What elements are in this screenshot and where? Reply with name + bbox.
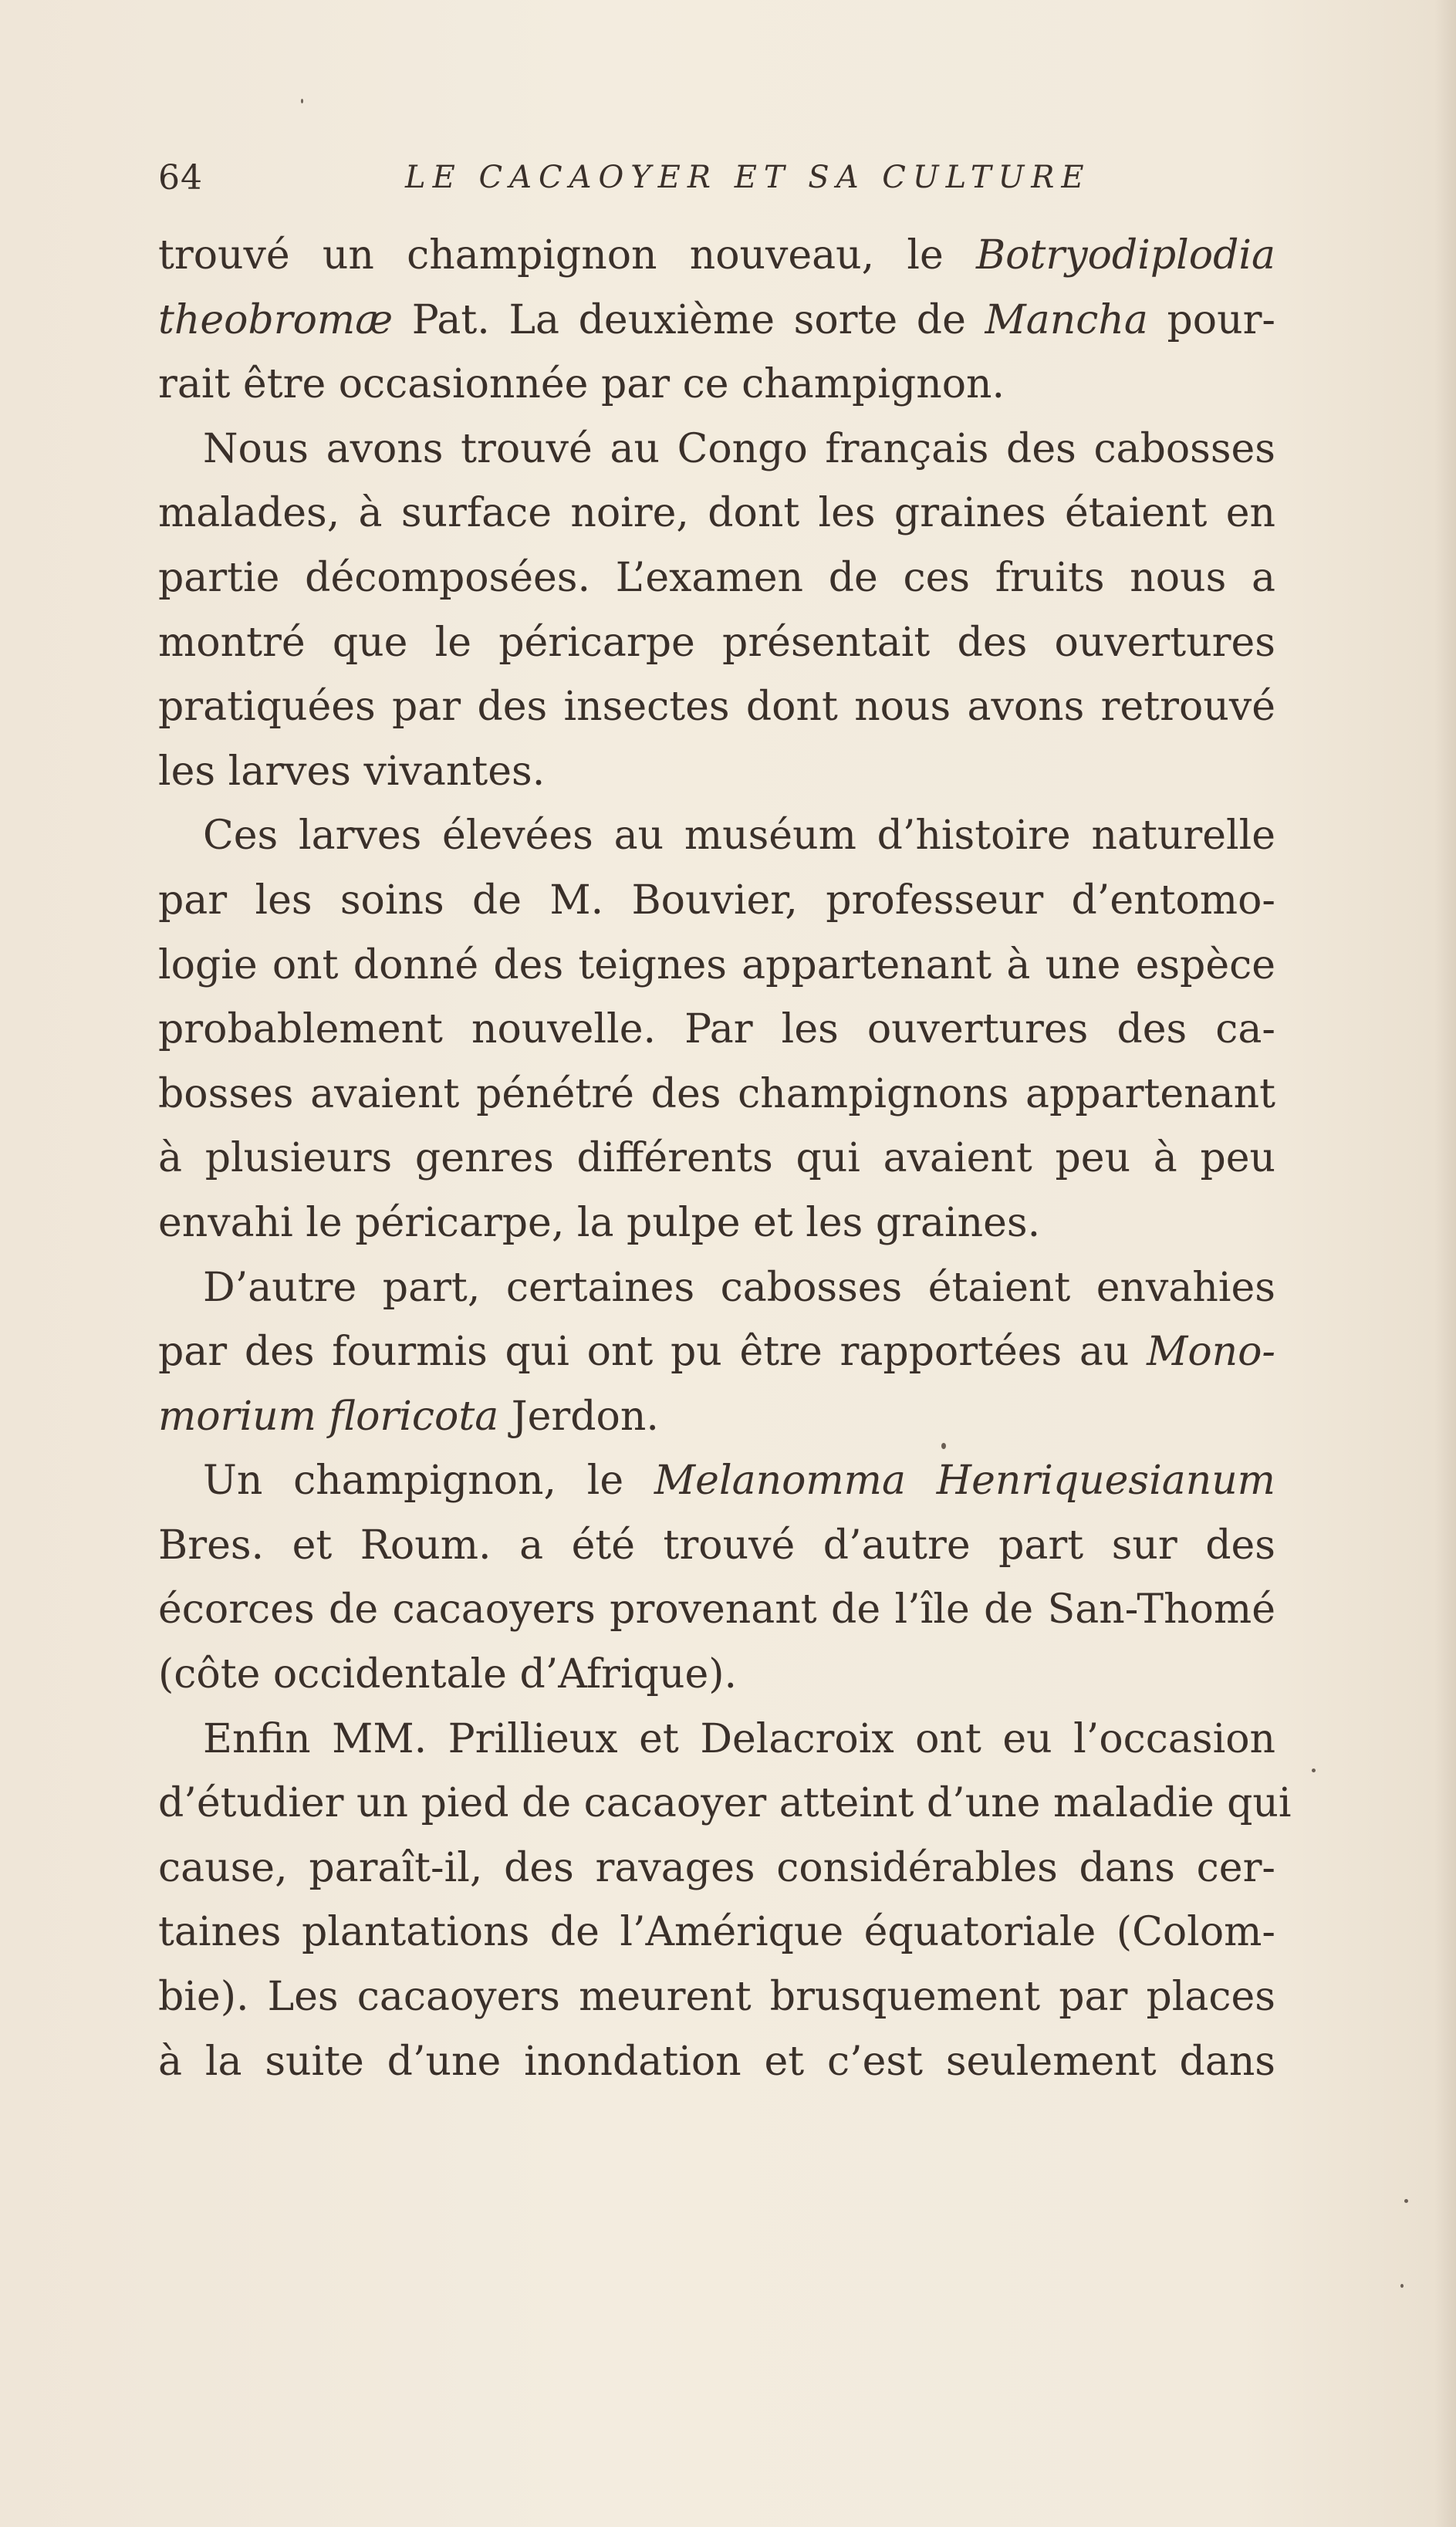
text-line (158, 481, 1275, 546)
text-line (158, 1256, 1275, 1321)
text-line (158, 1772, 1292, 1836)
text-run: bie). Les cacaoyers meurent brusquement par places (158, 1974, 1275, 2021)
text-run: trouvé un champignon nouveau, le (158, 232, 976, 279)
text-line (158, 1320, 1275, 1385)
text-line (158, 2030, 1275, 2095)
italic-term: morium floricota (158, 1393, 499, 1440)
text-run: Bres. et Roum. a été trouvé d’autre part sur des (158, 1522, 1275, 1569)
italic-term: theobromæ (158, 296, 394, 343)
italic-term: Botryodiplodia (975, 232, 1275, 279)
print-speck (301, 99, 303, 103)
running-title: LE CACAOYER ET SA CULTURE (405, 160, 1091, 195)
print-speck (1400, 2284, 1404, 2288)
text-run: Enfin MM. Prillieux et Delacroix ont eu l’occasion (203, 1715, 1275, 1762)
text-run: taines plantations de l’Amérique équatoriale (Colom- (158, 1909, 1275, 1956)
text-line (158, 224, 1275, 289)
text-run: D’autre part, certaines cabosses étaient envahies (203, 1264, 1275, 1311)
text-line (158, 1578, 1275, 1643)
page-edge-shadow (1434, 0, 1456, 2527)
text-line (158, 1836, 1275, 1901)
text-line (158, 804, 1275, 869)
text-line (158, 1965, 1275, 2030)
text-run: par des fourmis qui ont pu être rapportées au (158, 1329, 1147, 1376)
text-line (158, 546, 1275, 611)
print-speck (1312, 1769, 1316, 1772)
text-line (158, 1449, 1275, 1514)
text-run: montré que le péricarpe présentait des ouvertures (158, 619, 1275, 666)
text-line (158, 998, 1275, 1062)
text-run: par les soins de M. Bouvier, professeur d’entomo- (158, 877, 1275, 924)
italic-term: Melanomma Henriquesianum (654, 1458, 1275, 1505)
text-line (158, 1643, 1275, 1708)
text-run: pratiquées par des insectes dont nous avons retrouvé (158, 684, 1275, 731)
body-text (158, 224, 1292, 2094)
text-run: Nous avons trouvé au Congo français des cabosses (203, 425, 1275, 472)
italic-term: Mancha (985, 296, 1148, 343)
text-run: à plusieurs genres différents qui avaient peu à peu (158, 1135, 1275, 1182)
text-run: Un champignon, le (203, 1458, 654, 1505)
text-line (158, 1708, 1275, 1772)
italic-term: Mono- (1147, 1329, 1275, 1376)
running-header (158, 158, 1300, 204)
text-line (158, 1127, 1275, 1191)
print-speck (1404, 2199, 1408, 2203)
text-run: rait être occasionnée par ce champignon. (158, 361, 1005, 408)
text-line (158, 417, 1275, 482)
text-line (158, 1514, 1275, 1579)
text-run: (côte occidentale d’Afrique). (158, 1651, 738, 1698)
text-run: à la suite d’une inondation et c’est seulement dans (158, 2038, 1275, 2085)
text-line (158, 1191, 1275, 1256)
text-run: partie décomposées. L’examen de ces fruits nous a (158, 554, 1275, 601)
text-line (158, 934, 1275, 998)
text-line (158, 353, 1275, 417)
text-line (158, 1062, 1275, 1127)
text-run: Pat. La deuxième sorte de (393, 296, 985, 343)
text-line (158, 611, 1275, 676)
print-speck (941, 1443, 946, 1449)
text-line (158, 289, 1275, 353)
text-line (158, 1900, 1275, 1965)
text-run: écorces de cacaoyers provenant de l’île de San-Thomé (158, 1586, 1275, 1633)
text-run: les larves vivantes. (158, 748, 546, 795)
text-line (158, 675, 1275, 740)
text-run: malades, à surface noire, dont les graines étaient en (158, 490, 1275, 537)
text-line (158, 1385, 1275, 1450)
text-run: cause, paraît-il, des ravages considérables dans cer- (158, 1844, 1275, 1891)
text-line (158, 869, 1275, 934)
text-run: envahi le péricarpe, la pulpe et les graines. (158, 1199, 1041, 1246)
text-run: probablement nouvelle. Par les ouvertures des ca- (158, 1006, 1275, 1053)
text-run: d’étudier un pied de cacaoyer atteint d’une maladie qui (158, 1780, 1292, 1827)
text-run: pour- (1147, 296, 1276, 343)
text-run: Ces larves élevées au muséum d’histoire naturelle (203, 812, 1275, 860)
text-run: bosses avaient pénétré des champignons appartenant (158, 1070, 1275, 1117)
text-line (158, 740, 1275, 805)
text-run: logie ont donné des teignes appartenant à une espèce (158, 941, 1275, 988)
text-run: Jerdon. (498, 1393, 659, 1440)
page-number: 64 (158, 158, 203, 198)
